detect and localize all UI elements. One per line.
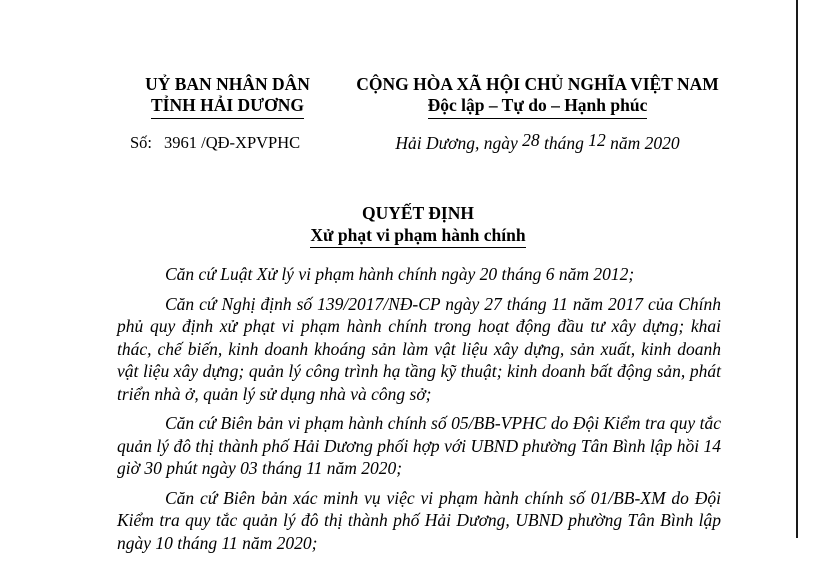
issuer-header <box>130 74 325 119</box>
issuer-line-1: UỶ BAN NHÂN DÂN <box>145 74 310 94</box>
national-header <box>340 74 735 119</box>
date-prefix: Hải Dương, ngày <box>395 133 518 153</box>
national-motto: Độc lập – Tự do – Hạnh phúc <box>428 95 648 119</box>
document-number-label: Số: <box>130 133 153 152</box>
date-year: năm 2020 <box>610 133 680 153</box>
legal-basis-paragraph: Căn cứ Luật Xử lý vi phạm hành chính ngày 20 tháng 6 năm 2012; <box>165 264 635 284</box>
document-subtitle: Xử phạt vi phạm hành chính <box>310 224 525 248</box>
legal-basis-paragraph: Căn cứ Biên bản xác minh vụ việc vi phạm hành chính số 01/BB-XM do Đội Kiểm tra quy tắc quản lý đô thị thành phố Hải Dương, UBND phường Tân Bình lập ngày 10 tháng 11 năm 2020; <box>117 487 721 553</box>
national-title: CỘNG HÒA XÃ HỘI CHỦ NGHĨA VIỆT NAM <box>356 74 719 94</box>
document-subtitle-wrap <box>0 224 819 248</box>
legal-basis-paragraph: Căn cứ Nghị định số 139/2017/NĐ-CP ngày 27 tháng 11 năm 2017 của Chính phủ quy định xử phạt vi phạm hành chính trong hoạt động đầu tư xây dựng; khai thác, chế biến, kinh doanh khoáng sản làm vật liệu xây dựng, sản xuất, kinh doanh vật liệu xây dựng; quản lý công trình hạ tầng kỹ thuật; kinh doanh bất động sản, phát triển nhà ở, quản lý sử dụng nhà và công sở; <box>117 293 721 404</box>
date-month: 12 <box>588 130 606 150</box>
document-number <box>130 133 330 153</box>
date-month-label: tháng <box>544 133 584 153</box>
document-title: QUYẾT ĐỊNH <box>362 203 474 223</box>
document-date <box>340 130 735 154</box>
viewer-background <box>798 0 819 538</box>
date-day: 28 <box>522 130 540 150</box>
legal-basis-paragraph: Căn cứ Biên bản vi phạm hành chính số 05/BB-VPHC do Đội Kiểm tra quy tắc quản lý đô thị thành phố Hải Dương phối hợp với UBND phường Tân Bình lập hồi 14 giờ 30 phút ngày 03 tháng 11 năm 2020; <box>117 413 721 478</box>
document-number-value: 3961 /QĐ-XPVPHC <box>164 133 301 152</box>
document-body <box>117 263 721 561</box>
issuer-line-2: TỈNH HẢI DƯƠNG <box>151 95 304 119</box>
